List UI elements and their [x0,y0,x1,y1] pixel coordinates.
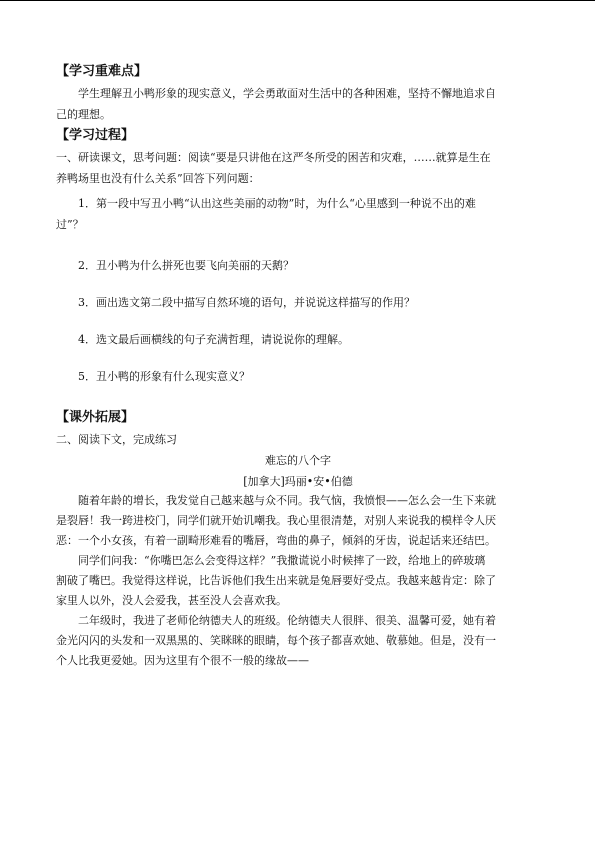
extension-instruction: 二、阅读下文，完成练习 [56,433,177,446]
story-title: 难忘的八个字 [265,454,331,467]
question-5: 5．丑小鸭的形象有什么现实意义？ [78,370,250,383]
question-1-line-2: 过”？ [56,218,84,231]
process-intro-line-1: 一、研读课文，思考问题：阅读“要是只讲他在这严冬所受的困苦和灾难，……就算是生在 [56,151,491,164]
story-p1-line-3: 恶：一个小女孩，有着一副畸形难看的嘴唇，弯曲的鼻子，倾斜的牙齿，说起话来还结巴。 [56,534,496,547]
focus-line-2: 己的理想。 [56,108,111,121]
process-intro-line-2: 养鸭场里也没有什么关系”回答下列问题： [56,172,260,185]
focus-line-1: 学生理解丑小鸭形象的现实意义，学会勇敢面对生活中的各种困难，坚持不懈地追求自 [78,87,496,100]
story-p2-line-1: 同学们问我：“你嘴巴怎么会变得这样？”我撒谎说小时候摔了一跤，给地上的碎玻璃 [78,554,486,567]
story-p1-line-2: 是裂唇！我一跨进校门，同学们就开始讥嘲我。我心里很清楚，对别人来说我的模样令人厌 [56,514,496,527]
story-p3-line-2: 金光闪闪的头发和一双黑黑的、笑眯眯的眼睛，每个孩子都喜欢她、敬慕她。但是，没有一 [56,634,496,647]
extension-heading: 【课外拓展】 [56,410,135,425]
question-1-line-1: 1．第一段中写丑小鸭“认出这些美丽的动物”时，为什么“心里感到一种说不出的难 [78,197,476,210]
story-p2-line-3: 家里人以外，没人会爱我，甚至没人会喜欢我。 [56,594,287,607]
story-author: [加拿大]玛丽•安•伯德 [243,475,353,488]
process-heading: 【学习过程】 [56,128,135,143]
question-2: 2．丑小鸭为什么拼死也要飞向美丽的天鹅？ [78,259,294,272]
question-3: 3．画出选文第二段中描写自然环境的语句，并说说这样描写的作用？ [78,296,415,309]
document-page [56,64,540,671]
story-p3-line-1: 二年级时，我进了老师伦纳德夫人的班级。伦纳德夫人很胖、很美、温馨可爱，她有着 [78,614,496,627]
story-p2-line-2: 割破了嘴巴。我觉得这样说，比告诉他们我生出来就是兔唇要好受点。我越来越肯定：除了 [56,574,496,587]
focus-heading: 【学习重难点】 [56,64,148,79]
top-rule [0,0,595,1]
story-p1-line-1: 随着年龄的增长，我发觉自己越来越与众不同。我气恼，我愤恨——怎么会一生下来就 [78,494,496,507]
story-p3-line-3: 个人比我更爱她。因为这里有个很不一般的缘故—— [56,654,309,667]
question-4: 4．选文最后画横线的句子充满哲理，请说说你的理解。 [78,333,349,346]
